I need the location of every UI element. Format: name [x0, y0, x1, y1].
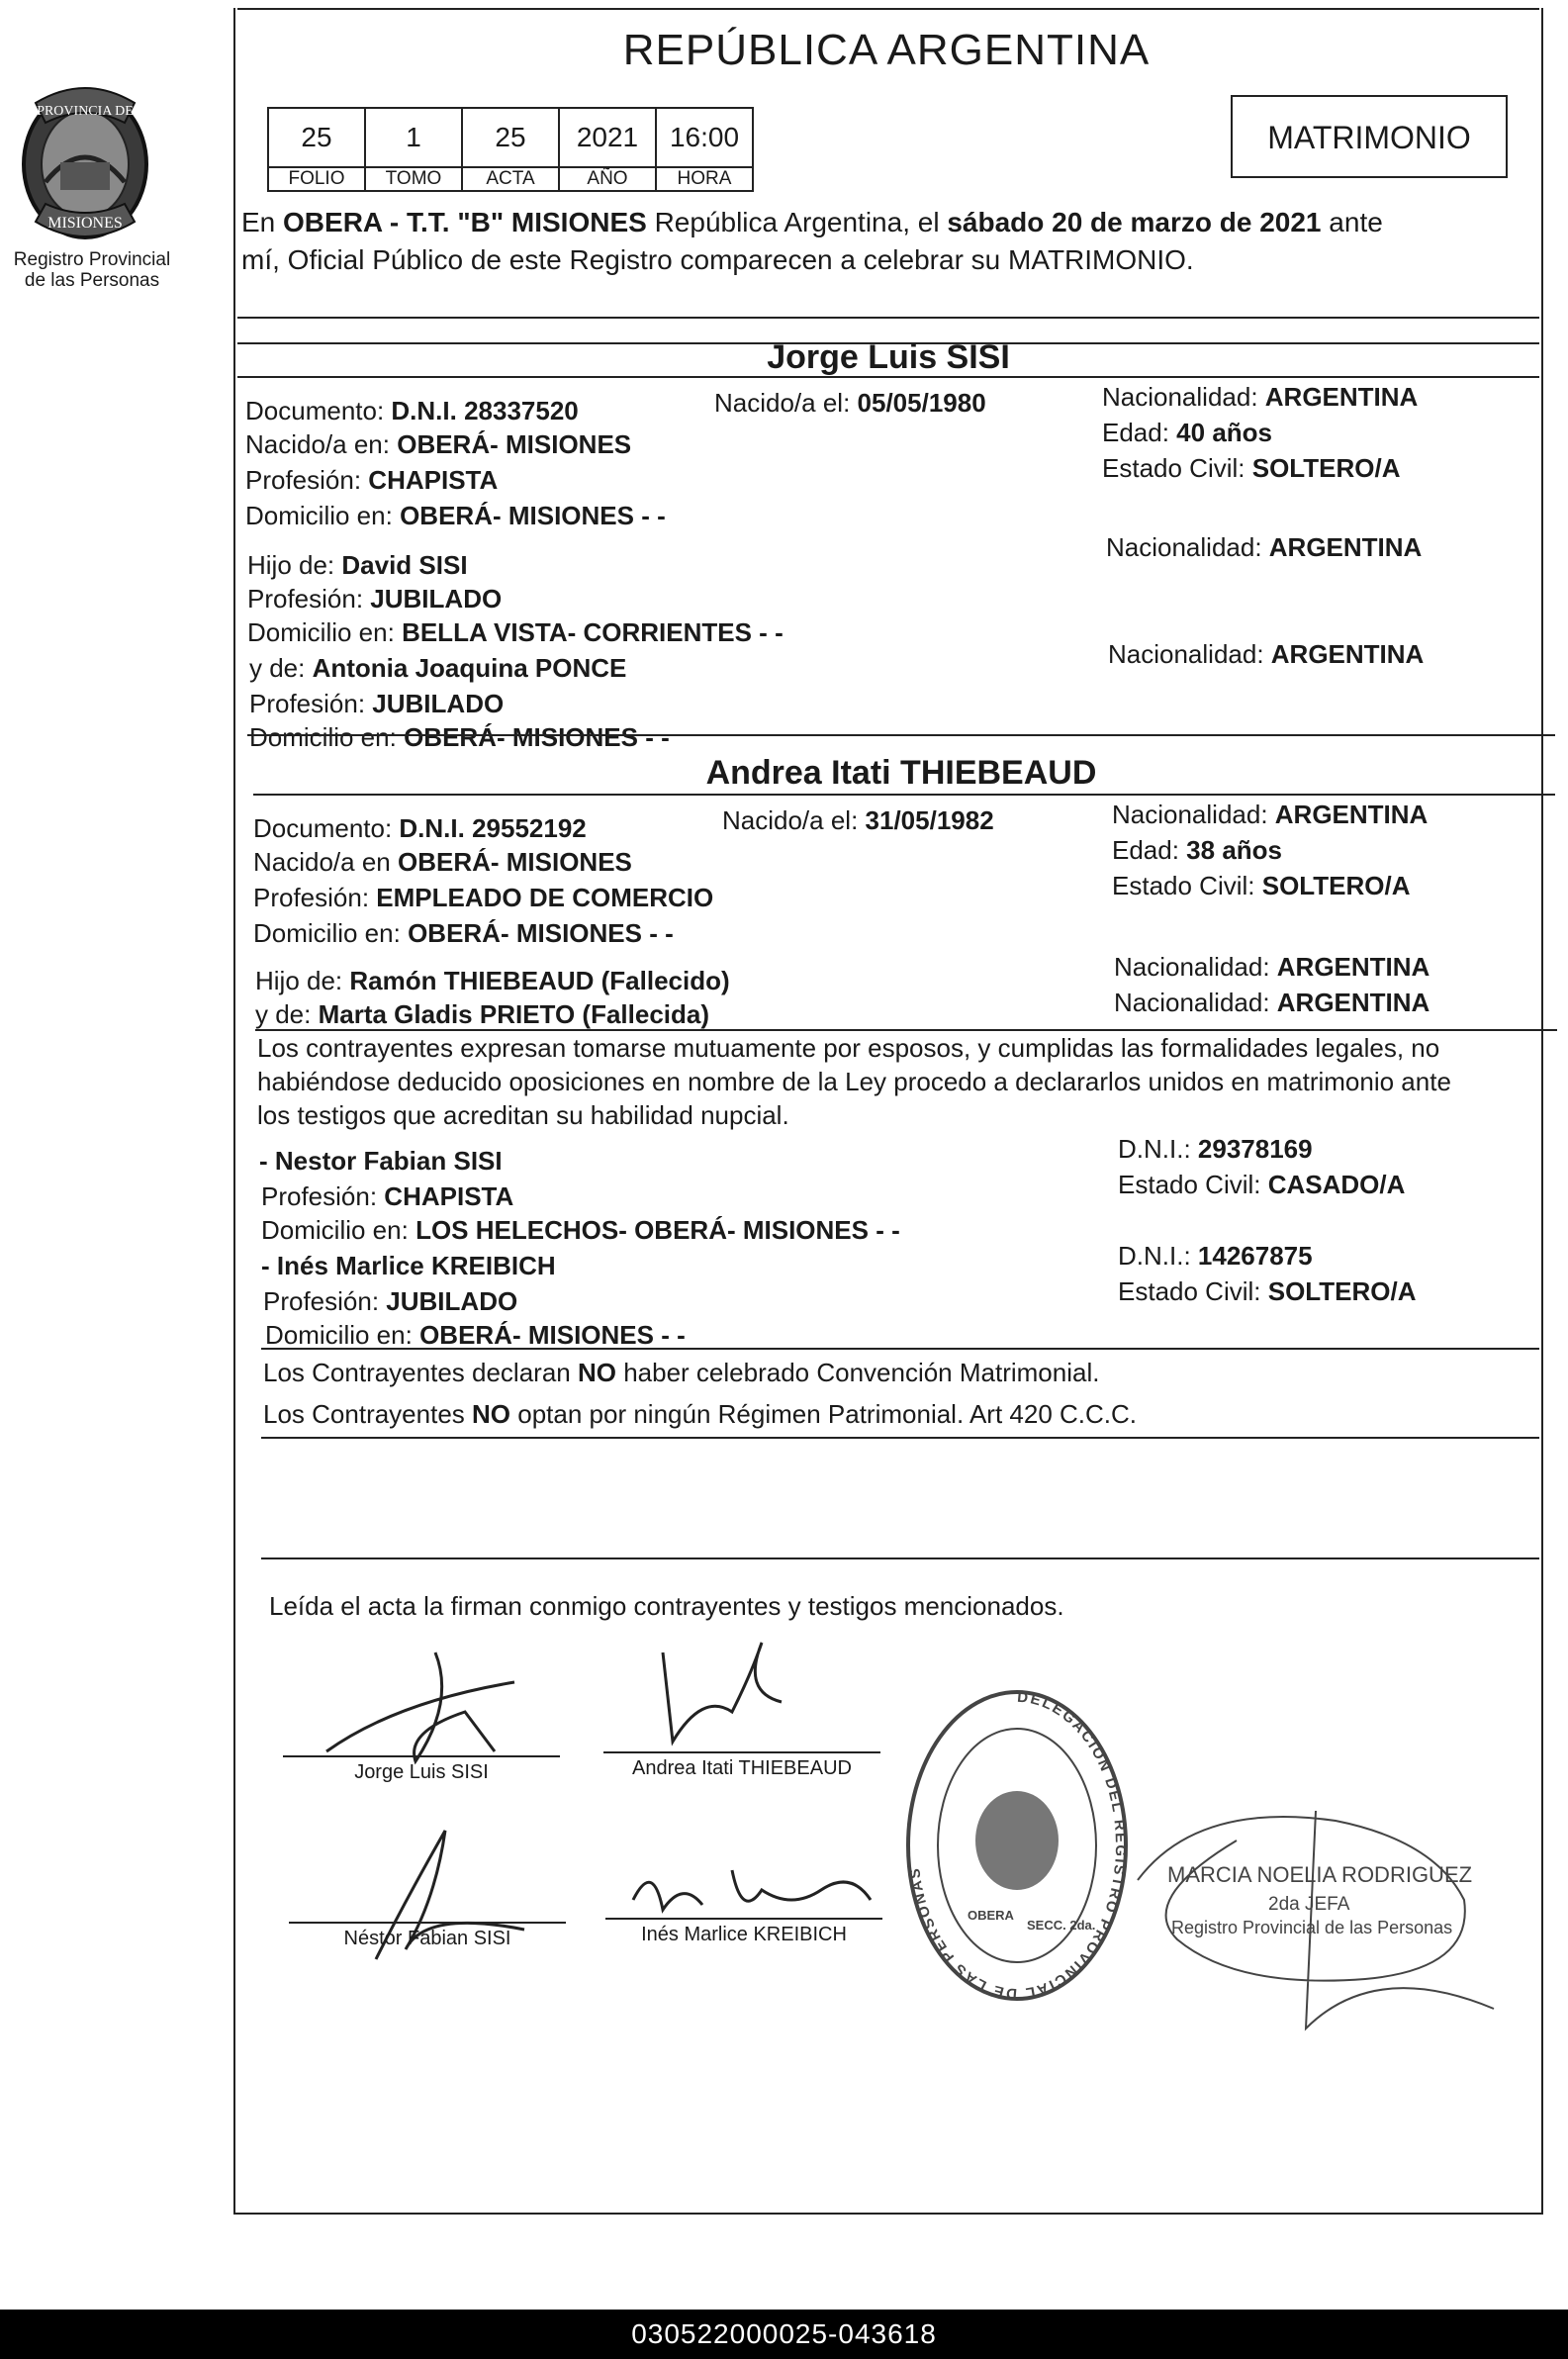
divider [247, 734, 1555, 736]
hora-label: HORA [656, 167, 753, 191]
signature-line [603, 1751, 880, 1753]
spouse1-name: Jorge Luis SISI [767, 338, 1010, 376]
signature-spouse1 [317, 1643, 534, 1771]
signature-caption-witness1: Néstor Fabian SISI [343, 1928, 511, 1949]
intro-line-1 [241, 204, 1383, 241]
acta-value: 25 [462, 108, 559, 167]
acta-label: ACTA [462, 167, 559, 191]
witness2-name: - Inés Marlice KREIBICH [261, 1251, 556, 1280]
witness1-profesion: Profesión: CHAPISTA [261, 1181, 514, 1211]
registry-seal-stamp [898, 1682, 1136, 2009]
spouse2-estado-civil: Estado Civil: SOLTERO/A [1112, 871, 1411, 900]
spouse1-profesion: Profesión: CHAPISTA [245, 465, 499, 495]
spouse2-documento: Documento: D.N.I. 29552192 [253, 813, 587, 843]
tomo-label: TOMO [365, 167, 462, 191]
divider [261, 1437, 1539, 1439]
witness2-domicilio: Domicilio en: OBERÁ- MISIONES - - [265, 1320, 686, 1350]
spouse1-father-nacionalidad: Nacionalidad: ARGENTINA [1106, 532, 1423, 562]
signature-line [289, 1922, 566, 1924]
official-office: Registro Provincial de las Personas [1171, 1918, 1453, 1937]
declaration-line-2: habiéndose deducido oposiciones en nombre de la Ley procedo a declararlos unidos en matrimonio ante [257, 1067, 1451, 1096]
regime-line-1: Los Contrayentes declaran NO haber celebrado Convención Matrimonial. [263, 1358, 1100, 1387]
spouse1-mother-nacionalidad: Nacionalidad: ARGENTINA [1108, 639, 1425, 669]
spouse2-mother: y de: Marta Gladis PRIETO (Fallecida) [255, 999, 710, 1029]
reference-table [267, 107, 754, 192]
top-rule [237, 8, 1539, 10]
divider [261, 1557, 1539, 1559]
signature-spouse2 [643, 1633, 821, 1761]
spouse1-estado-civil: Estado Civil: SOLTERO/A [1102, 453, 1401, 483]
signature-line [283, 1755, 560, 1757]
spouse2-nacido-en: Nacido/a en OBERÁ- MISIONES [253, 847, 632, 877]
spouse1-mother: y de: Antonia Joaquina PONCE [249, 653, 627, 683]
seal-inner-left: OBERA [968, 1908, 1014, 1923]
seal-inner-right: SECC. 2da. [1027, 1918, 1096, 1933]
signatures-intro: Leída el acta la firman conmigo contrayentes y testigos mencionados. [269, 1591, 1064, 1621]
hora-value: 16:00 [656, 108, 753, 167]
logo-text-top: PROVINCIA DE [37, 104, 134, 119]
spouse1-father: Hijo de: David SISI [247, 550, 468, 580]
intro-date: sábado 20 de marzo de 2021 [947, 207, 1322, 237]
spouse2-name: Andrea Itati THIEBEAUD [705, 754, 1097, 792]
signature-caption-spouse2: Andrea Itati THIEBEAUD [632, 1757, 852, 1779]
issuer-caption [0, 249, 184, 291]
spouse2-father: Hijo de: Ramón THIEBEAUD (Fallecido) [255, 966, 730, 995]
record-type-box: MATRIMONIO [1231, 95, 1508, 178]
folio-label: FOLIO [268, 167, 365, 191]
intro-middle: República Argentina, el [646, 207, 948, 237]
witness2-profesion: Profesión: JUBILADO [263, 1286, 518, 1316]
declaration-line-1: Los contrayentes expresan tomarse mutuamente por esposos, y cumplidas las formalidades legales, no [257, 1033, 1440, 1063]
witness1-estado-civil: Estado Civil: CASADO/A [1118, 1170, 1406, 1199]
spouse1-mother-domicilio: Domicilio en: OBERÁ- MISIONES - - [249, 722, 670, 752]
spouse1-nacido-en: Nacido/a en: OBERÁ- MISIONES [245, 429, 632, 459]
witness2-estado-civil: Estado Civil: SOLTERO/A [1118, 1276, 1417, 1306]
spouse2-profesion: Profesión: EMPLEADO DE COMERCIO [253, 883, 714, 912]
divider [253, 794, 1555, 796]
divider [237, 376, 1539, 378]
spouse1-nacido-el: Nacido/a el: 05/05/1980 [714, 388, 986, 418]
intro-line-2: mí, Oficial Público de este Registro comparecen a celebrar su MATRIMONIO. [241, 244, 1194, 275]
signature-caption-spouse1: Jorge Luis SISI [354, 1761, 489, 1783]
spouse2-nacido-el: Nacido/a el: 31/05/1982 [722, 805, 994, 835]
signature-line [605, 1918, 882, 1920]
witness1-domicilio: Domicilio en: LOS HELECHOS- OBERÁ- MISIONES - - [261, 1215, 900, 1245]
spouse2-domicilio: Domicilio en: OBERÁ- MISIONES - - [253, 918, 674, 948]
official-role: 2da JEFA [1268, 1894, 1350, 1915]
spouse1-father-profesion: Profesión: JUBILADO [247, 584, 503, 613]
intro-suffix: ante [1321, 207, 1383, 237]
divider [237, 317, 1539, 319]
spouse2-nacionalidad: Nacionalidad: ARGENTINA [1112, 800, 1429, 829]
official-name: MARCIA NOELIA RODRIGUEZ [1167, 1862, 1473, 1887]
witness2-dni: D.N.I.: 14267875 [1118, 1241, 1313, 1271]
spouse2-mother-nacionalidad: Nacionalidad: ARGENTINA [1114, 988, 1430, 1017]
document-title: REPÚBLICA ARGENTINA [622, 26, 1151, 74]
anio-value: 2021 [559, 108, 656, 167]
issuer-caption-line1: Registro Provincial [13, 249, 171, 270]
divider [255, 1029, 1557, 1031]
document-code: 030522000025-043618 [631, 2318, 937, 2349]
declaration-line-3: los testigos que acreditan su habilidad nupcial. [257, 1100, 789, 1130]
regime-line-2: Los Contrayentes NO optan por ningún Régimen Patrimonial. Art 420 C.C.C. [263, 1399, 1138, 1429]
tomo-value: 1 [365, 108, 462, 167]
spouse1-domicilio: Domicilio en: OBERÁ- MISIONES - - [245, 501, 666, 530]
province-coat-of-arms-logo [6, 73, 164, 251]
witness1-name: - Nestor Fabian SISI [259, 1146, 503, 1176]
anio-label: AÑO [559, 167, 656, 191]
folio-value: 25 [268, 108, 365, 167]
issuer-caption-line2: de las Personas [24, 270, 160, 291]
intro-place: OBERA - T.T. "B" MISIONES [283, 207, 647, 237]
spouse1-mother-profesion: Profesión: JUBILADO [249, 689, 505, 718]
spouse2-father-nacionalidad: Nacionalidad: ARGENTINA [1114, 952, 1430, 982]
intro-prefix: En [241, 207, 284, 237]
witness1-dni: D.N.I.: 29378169 [1118, 1134, 1313, 1164]
seal-ring-text: DELEGACION DEL REGISTRO PROVINCIAL DE LAS PERSONAS [906, 1688, 1130, 2003]
spouse1-edad: Edad: 40 años [1102, 418, 1272, 447]
logo-text-bottom: MISIONES [47, 215, 123, 232]
spouse1-documento: Documento: D.N.I. 28337520 [245, 396, 579, 425]
spouse2-edad: Edad: 38 años [1112, 835, 1282, 865]
divider [261, 1348, 1539, 1350]
spouse1-nacionalidad: Nacionalidad: ARGENTINA [1102, 382, 1419, 412]
spouse1-father-domicilio: Domicilio en: BELLA VISTA- CORRIENTES - - [247, 617, 784, 647]
signature-caption-witness2: Inés Marlice KREIBICH [641, 1924, 847, 1945]
